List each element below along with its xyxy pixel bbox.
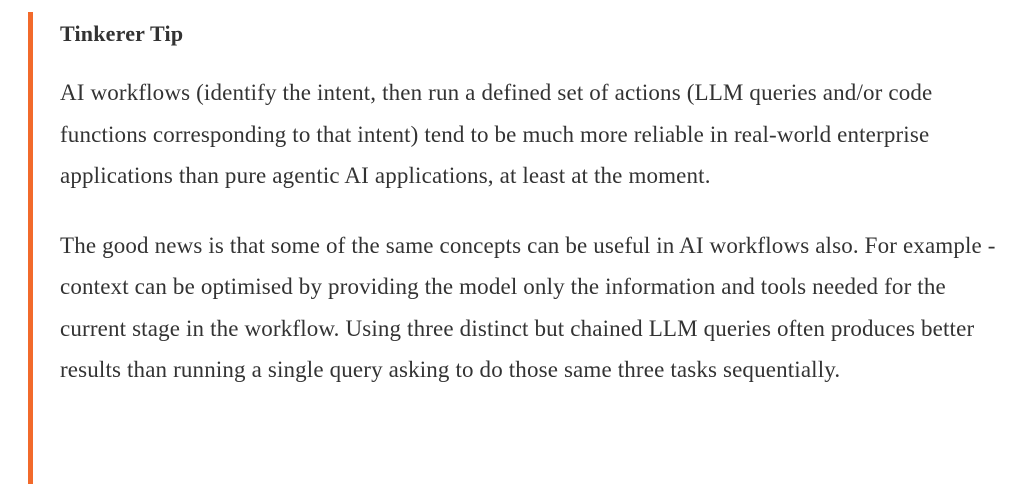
callout-paragraph-1: AI workflows (identify the intent, then run a defined set of actions (LLM queries and/or code functions corresponding to that intent) tend to be much more reliable in real-world enterprise applications than pure agentic AI applications, at least at the moment. — [60, 80, 933, 188]
callout-paragraph-2: The good news is that some of the same concepts can be useful in AI workflows also. For example - context can be optimised by providing the model only the information and tools needed for the current stage in the workflow. Using three distinct but chained LLM queries often produces better results than running a single query asking to do those same three tasks sequentially. — [60, 232, 996, 382]
callout-title: Tinkerer Tip — [60, 21, 184, 46]
tip-callout — [28, 12, 1003, 484]
